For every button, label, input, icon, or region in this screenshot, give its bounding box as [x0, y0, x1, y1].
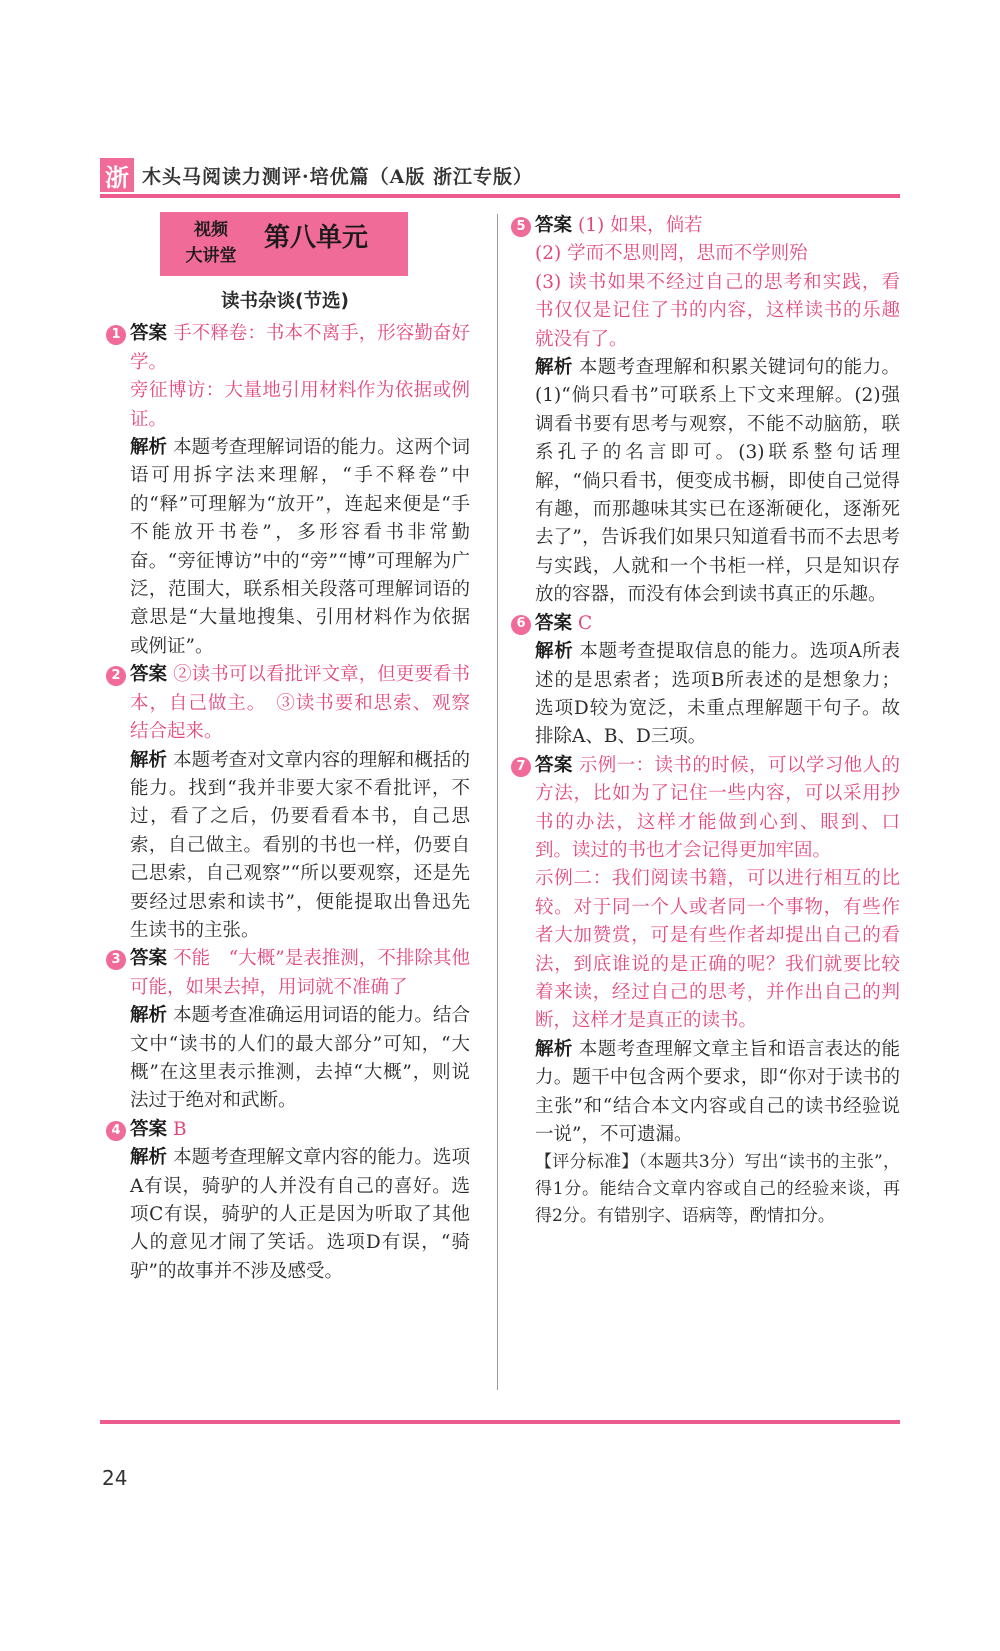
answer-label: 答案	[535, 215, 573, 236]
answer-text: ②读书可以看批评文章，但更要看书本，自己做主。 ③读书要和思索、观察结合起来。	[130, 664, 470, 743]
answer-text: (1) 如果，倘若	[578, 215, 703, 236]
page-number: 24	[102, 1466, 128, 1490]
series-title: 木头马阅读力测评·培优篇（A版 浙江专版）	[142, 166, 533, 188]
answer-text: B	[173, 1118, 187, 1140]
analysis-label: 解析	[535, 357, 573, 379]
question-1	[110, 320, 470, 661]
answer-label: 答案	[535, 612, 573, 634]
question-7	[515, 752, 900, 1231]
question-number-1: 1	[106, 325, 126, 345]
unit-banner	[160, 212, 408, 276]
question-4	[110, 1116, 470, 1286]
question-2	[110, 661, 470, 945]
footer-rule	[100, 1420, 900, 1424]
question-3	[110, 945, 470, 1115]
answer-label: 答案	[130, 323, 168, 345]
answer-text: 旁征博访：大量地引用材料作为依据或例证。	[130, 380, 470, 430]
right-column	[515, 212, 900, 1230]
video-lecture-tag[interactable]	[170, 217, 252, 269]
header-rule	[100, 194, 900, 198]
question-number-4: 4	[106, 1121, 126, 1141]
analysis-label: 解析	[535, 641, 574, 663]
analysis-text: 本题考查理解词语的能力。这两个词语可用拆字法来理解，“手不释卷”中的“释”可理解为“放开”，连起来便是“手不能放开书卷”，多形容看书非常勤奋。“旁征博访”中的“旁”“博”可理解为广泛，范围大，联系相关段落可理解词语的意思是“大量地搜集、引用材料作为依据或例证”。	[130, 437, 470, 657]
analysis-label: 解析	[130, 1005, 168, 1027]
question-number-7: 7	[511, 757, 531, 777]
question-number-6: 6	[511, 615, 531, 635]
question-6	[515, 610, 900, 752]
answer-label: 答案	[535, 754, 573, 776]
article-title: 读书杂谈(节选)	[221, 291, 349, 312]
answer-label: 答案	[130, 664, 168, 686]
answer-label: 答案	[130, 1118, 168, 1140]
question-number-2: 2	[106, 666, 126, 686]
answer-label: 答案	[130, 948, 168, 970]
analysis-text: 本题考查理解文章内容的能力。选项A有误，骑驴的人并没有自己的喜好。选项C有误，骑驴的人正是因为听取了其他人的意见才闹了笑话。选项D有误，“骑驴”的故事并不涉及感受。	[130, 1147, 470, 1282]
analysis-text: 本题考查对文章内容的理解和概括的能力。找到“我并非要大家不看批评，不过，看了之后，仍要看看本书，自己思索，自己做主。看别的书也一样，仍要自己思索，自己观察”“所以要观察，还是先要经过思索和读书”，便能提取出鲁迅先生读书的主张。	[130, 749, 470, 941]
answer-text: C	[578, 612, 593, 634]
province-badge: 浙	[100, 158, 134, 192]
answer-text: 示例一：读书的时候，可以学习他人的方法，比如为了记住一些内容，可以采用抄书的办法，这样才能做到心到、眼到、口到。读过的书也才会记得更加牢固。	[535, 754, 900, 861]
scoring-criteria: 【评分标准】（本题共3分）写出“读书的主张”，得1分。能结合文章内容或自己的经验来谈，再得2分。有错别字、语病等，酌情扣分。	[535, 1152, 900, 1227]
unit-title: 第八单元	[264, 223, 369, 253]
answer-text: (3) 读书如果不经过自己的思考和实践，看书仅仅是记住了书的内容，这样读书的乐趣就没有了。	[535, 271, 900, 350]
question-number-5: 5	[511, 217, 531, 237]
question-5	[515, 212, 900, 610]
answer-text: 手不释卷：书本不离手，形容勤奋好学。	[130, 323, 470, 373]
analysis-text: 本题考查理解和积累关键词句的能力。(1)“倘只看书”可联系上下文来理解。(2)强调看书要有思考与观察，不能不动脑筋，联系孔子的名言即可。(3)联系整句话理解，“倘只看书，便变成书橱，即使自己觉得有趣，而那趣味其实已在逐渐硬化，逐渐死去了”，告诉我们如果只知道看书而不去思考与实践，人就和一个书柜一样，只是知识存放的容器，而没有体会到读书真正的乐趣。	[535, 357, 900, 606]
analysis-text: 本题考查提取信息的能力。选项A所表述的是思索者；选项B所表述的是想象力；选项D较为宽泛，未重点理解题干句子。故排除A、B、D三项。	[535, 641, 900, 748]
video-tag-line1: 视频	[194, 220, 228, 240]
analysis-label: 解析	[130, 437, 168, 459]
question-number-3: 3	[106, 950, 126, 970]
analysis-text: 本题考查理解文章主旨和语言表达的能力。题干中包含两个要求，即“你对于读书的主张”和“结合本文内容或自己的读书经验说一说”，不可遗漏。	[535, 1038, 900, 1145]
analysis-label: 解析	[130, 749, 168, 771]
answer-text: 示例二：我们阅读书籍，可以进行相互的比较。对于同一个人或者同一个事物，有些作者大加赞赏，可是有些作者却提出自己的看法，到底谁说的是正确的呢？我们就要比较着来读，经过自己的思考，并作出自己的判断，这样才是真正的读书。	[535, 868, 900, 1032]
column-divider	[497, 214, 498, 1390]
answer-text: 不能 “大概”是表推测，不排除其他可能，如果去掉，用词就不准确了	[130, 948, 470, 998]
page-header	[100, 158, 900, 198]
video-tag-line2: 大讲堂	[185, 246, 237, 266]
analysis-label: 解析	[130, 1147, 168, 1169]
analysis-text: 本题考查准确运用词语的能力。结合文中“读书的人们的最大部分”可知，“大概”在这里表示推测，去掉“大概”，则说法过于绝对和武断。	[130, 1005, 470, 1112]
answer-text: (2) 学而不思则罔，思而不学则殆	[535, 243, 808, 265]
analysis-label: 解析	[535, 1038, 573, 1060]
left-column	[110, 212, 470, 1286]
